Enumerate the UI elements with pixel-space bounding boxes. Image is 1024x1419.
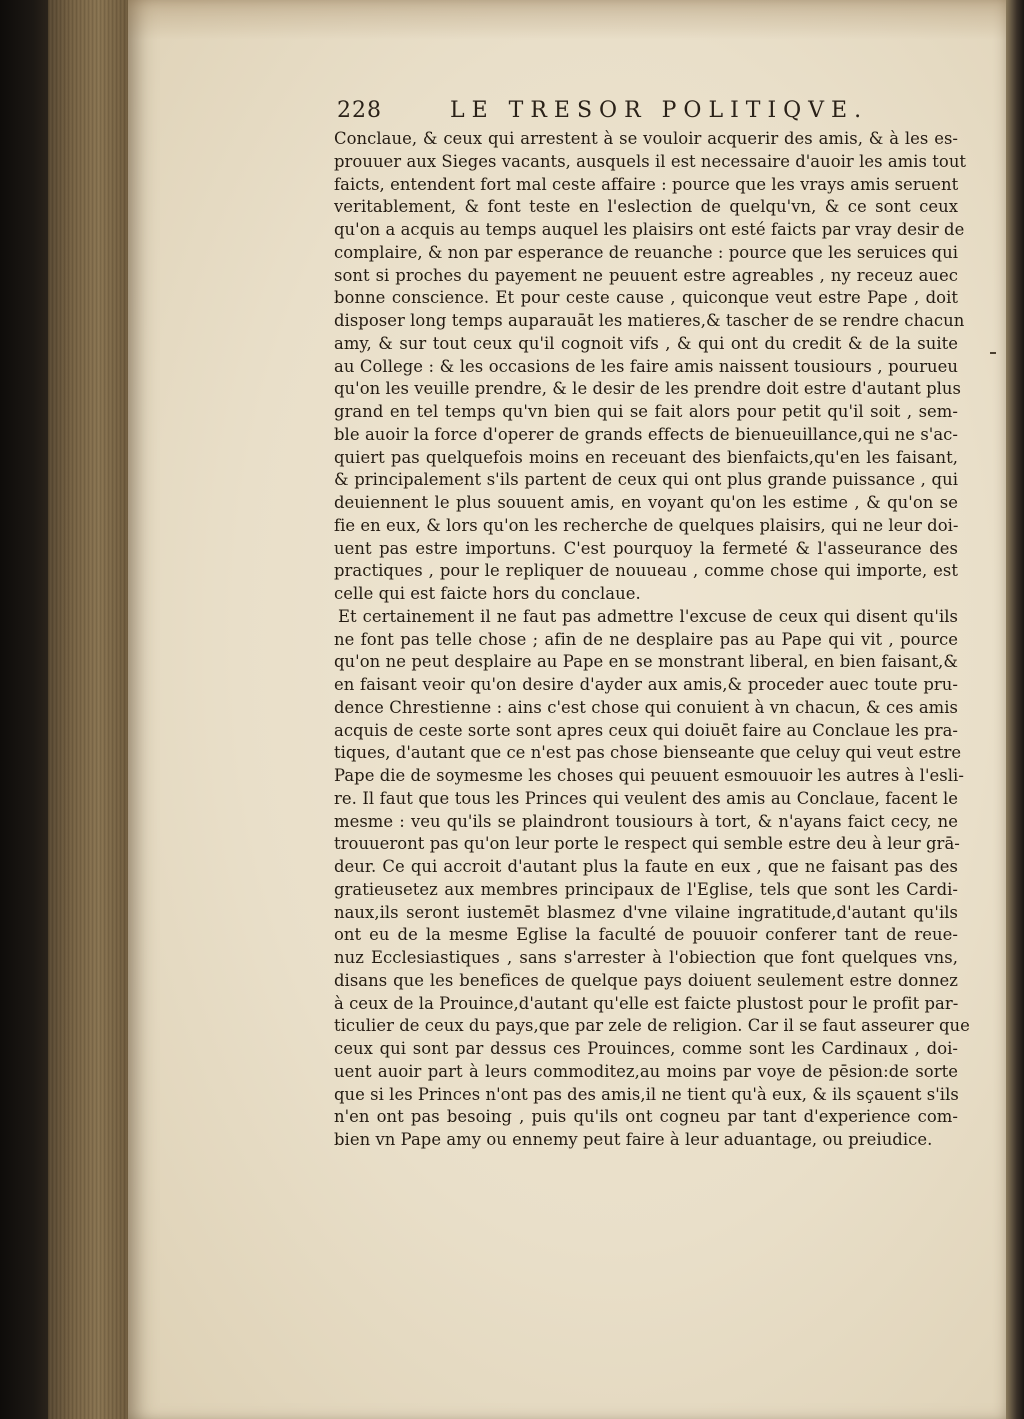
text-line: tiques, d'autant que ce n'est pas chose bienseante que celuy qui veut estre [334,743,962,763]
body-text [334,128,970,1152]
text-line: ont eu de la mesme Eglise la faculté de pouuoir conferer tant de reue- [334,925,958,945]
text-line: sont si proches du payement ne peuuent estre agreables , ny receuz auec [334,265,958,285]
text-line: uent pas estre importuns. C'est pourquoy la fermeté & l'asseurance des [334,538,958,558]
text-line: Et certainement il ne faut pas admettre l'excuse de ceux qui disent qu'ils [338,606,958,626]
text-line: n'en ont pas besoing , puis qu'ils ont cogneu par tant d'experience com- [334,1107,958,1127]
text-line: que si les Princes n'ont pas des amis,il ne tient qu'à eux, & ils sçauent s'ils [334,1084,959,1104]
text-line: à ceux de la Prouince,d'autant qu'elle est faicte plustost pour le profit par- [334,993,959,1013]
text-line: disposer long temps auparauāt les matieres,& tascher de se rendre chacun [334,311,965,330]
text-line: & principalement s'ils partent de ceux qui ont plus grande puissance , qui [334,470,958,490]
text-line: grand en tel temps qu'vn bien qui se fait alors pour petit qu'il soit , sem- [334,402,958,421]
text-line: en faisant veoir qu'on desire d'ayder aux amis,& proceder auec toute pru- [334,675,958,694]
page-header [337,98,897,130]
text-line: au College : & les occasions de les faire amis naissent tousiours , pourueu [334,356,958,376]
book-cover-edge [0,0,48,1419]
text-line: trouueront pas qu'on leur porte le respect qui semble estre deu à leur grā- [334,834,960,854]
text-line: qu'on ne peut desplaire au Pape en se monstrant liberal, en bien faisant,& [334,652,958,672]
text-line: naux,ils seront iustemēt blasmez d'vne vilaine ingratitude,d'autant qu'ils [334,902,958,922]
text-line: fie en eux, & lors qu'on les recherche de quelques plaisirs, qui ne leur doi- [334,515,959,535]
text-line: bonne conscience. Et pour ceste cause , quiconque veut estre Pape , doit [334,288,958,308]
text-line: ticulier de ceux du pays,que par zele de religion. Car il se faut asseurer que [334,1016,970,1036]
page-top-stain [128,0,1008,40]
text-line: ble auoir la force d'operer de grands effects de bienueuillance,qui ne s'ac- [334,424,958,444]
binding-edge [1006,0,1024,1419]
text-line: acquis de ceste sorte sont apres ceux qui doiuēt faire au Conclaue les pra- [334,720,958,740]
text-line: Pape die de soymesme les choses qui peuuent esmouuoir les autres à l'esli- [334,766,964,785]
text-line: complaire, & non par esperance de reuanche : pource que les seruices qui [334,242,958,262]
text-line: deur. Ce qui accroit d'autant plus la faute en eux , que ne faisant pas des [334,857,958,876]
text-line: uent auoir part à leurs commoditez,au moins par voye de pēsion:de sorte [334,1061,958,1081]
text-line: faicts, entendent fort mal ceste affaire : pource que les vrays amis seruent [334,174,959,194]
page-number: 228 [337,98,382,123]
margin-mark [990,352,996,354]
page-block-edge [48,0,132,1419]
text-line: practiques , pour le repliquer de nouueau , comme chose qui importe, est [334,561,958,581]
text-line: deuiennent le plus souuent amis, en voyant qu'on les estime , & qu'on se [334,493,958,512]
running-title: LE TRESOR POLITIQVE. [450,98,869,123]
text-line: prouuer aux Sieges vacants, ausquels il est necessaire d'auoir les amis tout [334,151,967,171]
text-line: nuz Ecclesiastiques , sans s'arrester à l'obiection que font quelques vns, [334,948,958,967]
text-line: ne font pas telle chose ; afin de ne desplaire pas au Pape qui vit , pource [334,629,958,649]
text-line: veritablement, & font teste en l'eslection de quelqu'vn, & ce sont ceux [334,197,958,217]
text-line: mesme : veu qu'ils se plaindront tousiours à tort, & n'ayans faict cecy, ne [334,811,958,831]
paragraph [334,606,970,1152]
text-line: qu'on a acquis au temps auquel les plaisirs ont esté faicts par vray desir de [334,220,965,239]
paragraph [334,128,967,606]
text-line: disans que les benefices de quelque pays doiuent seulement estre donnez [334,970,958,990]
text-line: quiert pas quelquefois moins en receuant des bienfaicts,qu'en les faisant, [334,447,958,467]
text-line: gratieusetez aux membres principaux de l'Eglise, tels que sont les Cardi- [334,879,958,899]
text-line: dence Chrestienne : ains c'est chose qui conuient à vn chacun, & ces amis [334,697,958,717]
text-line: re. Il faut que tous les Princes qui veulent des amis au Conclaue, facent le [334,788,958,808]
text-line: celle qui est faicte hors du conclaue. [334,584,641,603]
text-line: qu'on les veuille prendre, & le desir de les prendre doit estre d'autant plus [334,379,961,399]
text-line: amy, & sur tout ceux qu'il cognoit vifs , & qui ont du credit & de la suite [334,333,958,353]
text-line: ceux qui sont par dessus ces Prouinces, comme sont les Cardinaux , doi- [334,1039,958,1058]
text-line: Conclaue, & ceux qui arrestent à se vouloir acquerir des amis, & à les es- [334,129,958,148]
text-line: bien vn Pape amy ou ennemy peut faire à leur aduantage, ou preiudice. [334,1130,933,1149]
